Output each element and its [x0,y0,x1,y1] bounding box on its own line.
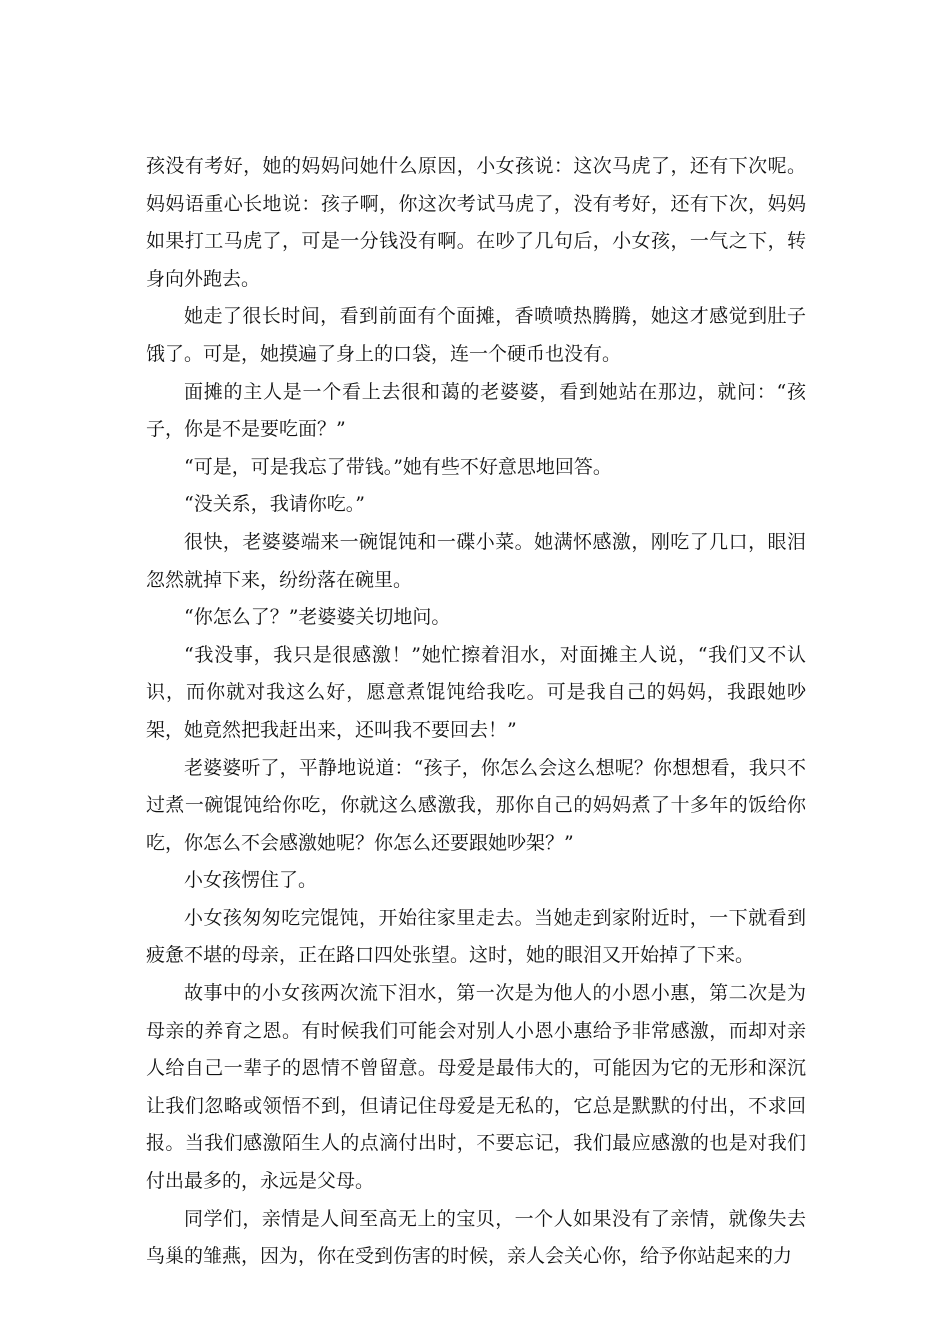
paragraph: 同学们，亲情是人间至高无上的宝贝，一个人如果没有了亲情，就像失去鸟巢的雏燕，因为，你在受到伤害的时候，亲人会关心你，给予你站起来的力 [146,1207,806,1268]
paragraph: 面摊的主人是一个看上去很和蔼的老婆婆，看到她站在那边，就问：“孩子，你是不是要吃面？” [146,380,806,441]
paragraph: 小女孩愣住了。 [184,869,318,892]
document-page [146,148,806,1276]
paragraph: 很快，老婆婆端来一碗馄饨和一碟小菜。她满怀感激，刚吃了几口，眼泪忽然就掉下来，纷纷落在碗里。 [146,530,806,591]
paragraph: 老婆婆听了，平静地说道：“孩子，你怎么会这么想呢？你想想看，我只不过煮一碗馄饨给你吃，你就这么感激我，那你自己的妈妈煮了十多年的饭给你吃，你怎么不会感激她呢？你怎么还要跟她吵架？” [146,756,806,854]
paragraph-continued: 孩没有考好，她的妈妈问她什么原因，小女孩说：这次马虎了，还有下次呢。妈妈语重心长地说：孩子啊，你这次考试马虎了，没有考好，还有下次，妈妈如果打工马虎了，可是一分钱没有啊。在吵了几句后，小女孩，一气之下，转身向外跑去。 [146,155,806,290]
paragraph: “没关系，我请你吃。” [184,493,365,516]
paragraph: “你怎么了？”老婆婆关切地问。 [184,606,451,629]
paragraph: “可是，可是我忘了带钱。”她有些不好意思地回答。 [184,455,612,478]
paragraph: 故事中的小女孩两次流下泪水，第一次是为他人的小恩小惠，第二次是为母亲的养育之恩。有时候我们可能会对别人小恩小惠给予非常感激，而却对亲人给自己一辈子的恩情不曾留意。母爱是最伟大的，可能因为它的无形和深沉让我们忽略或领悟不到，但请记住母爱是无私的，它总是默默的付出，不求回报。当我们感激陌生人的点滴付出时，不要忘记，我们最应感激的也是对我们付出最多的，永远是父母。 [146,982,806,1193]
paragraph: “我没事，我只是很感激！”她忙擦着泪水，对面摊主人说，“我们又不认识，而你就对我这么好，愿意煮馄饨给我吃。可是我自己的妈妈，我跟她吵架，她竟然把我赶出来，还叫我不要回去！” [146,643,806,741]
paragraph: 她走了很长时间，看到前面有个面摊，香喷喷热腾腾，她这才感觉到肚子饿了。可是，她摸遍了身上的口袋，连一个硬币也没有。 [146,305,806,365]
paragraph: 小女孩匆匆吃完馄饨，开始往家里走去。当她走到家附近时，一下就看到疲惫不堪的母亲，正在路口四处张望。这时，她的眼泪又开始掉了下来。 [146,906,806,967]
